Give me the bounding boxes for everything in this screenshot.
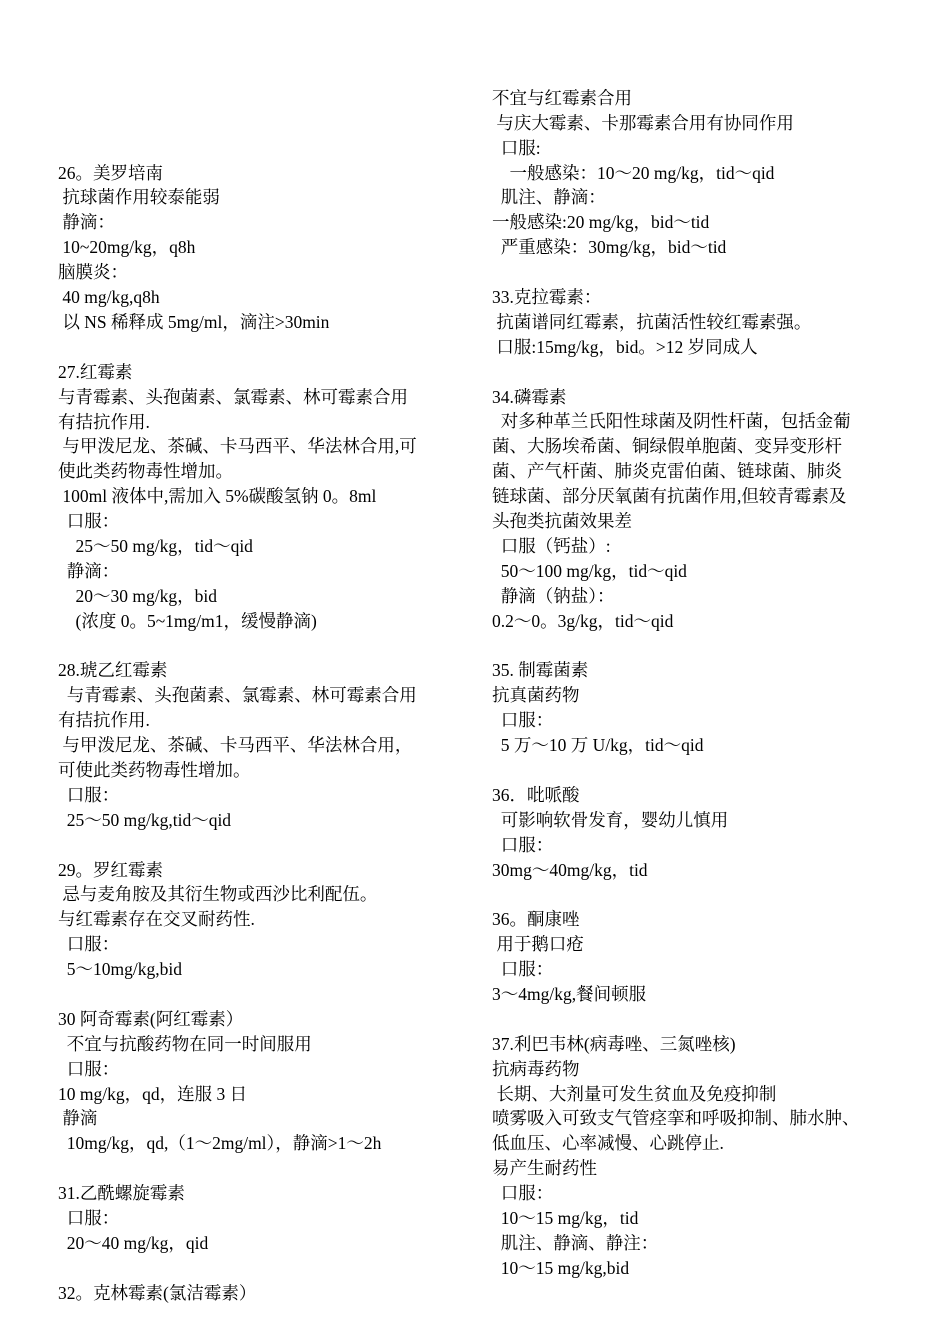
blank-line (58, 634, 468, 659)
blank-line (58, 833, 468, 858)
left-text-line: 10~20mg/kg，q8h (58, 237, 196, 258)
left-text-line: 以 NS 稀释成 5mg/ml，滴注>30min (58, 311, 330, 332)
left-text-line: 口服： (58, 784, 120, 805)
right-text-line: 50～100 mg/kg，tid～qid (492, 560, 687, 581)
right-text-line: 抗真菌药物 (492, 685, 580, 706)
right-text-line: 口服： (492, 959, 554, 980)
right-text-line: 10～15 mg/kg，tid (492, 1207, 639, 1228)
right-text-line: 对多种革兰氏阳性球菌及阴性杆菌，包括金葡 (492, 411, 851, 432)
left-text-line: 忌与麦角胺及其衍生物或西沙比利配伍。 (58, 884, 378, 905)
left-text-line: 100ml 液体中,需加入 5%碳酸氢钠 0。8ml (58, 486, 377, 507)
right-text-line: 口服: (492, 137, 541, 158)
left-text-line: 25～50 mg/kg,tid～qid (58, 809, 232, 830)
right-text-line: 静滴（钠盐）： (492, 585, 615, 606)
right-text-line: 10～15 mg/kg,bid (492, 1257, 630, 1278)
blank-line (58, 1256, 468, 1281)
left-text-line: 32。克林霉素(氯洁霉素） (58, 1282, 257, 1303)
right-text-line: 一般感染：10～20 mg/kg，tid～qid (492, 162, 775, 183)
left-text-line: 使此类药物毒性增加。 (58, 461, 233, 482)
left-text-line: 5～10mg/kg,bid (58, 959, 182, 980)
left-text-line: 口服： (58, 1058, 120, 1079)
right-text-line: 抗菌谱同红霉素，抗菌活性较红霉素强。 (492, 311, 812, 332)
left-text-line: 抗球菌作用较泰能弱 (58, 187, 220, 208)
right-text-line: 口服： (492, 1183, 554, 1204)
right-text-line: 菌、产气杆菌、肺炎克雷伯菌、链球菌、肺炎 (492, 461, 842, 482)
right-text-line: 头孢类抗菌效果差 (492, 511, 632, 532)
blank-line (492, 360, 912, 385)
right-text-line: 36．吡哌酸 (492, 784, 580, 805)
left-text-line: 25～50 mg/kg，tid～qid (58, 535, 253, 556)
blank-line (492, 633, 912, 658)
left-text-line: 口服： (58, 511, 120, 532)
right-text-line: 30mg～40mg/kg，tid (492, 859, 648, 880)
left-text-line: 与青霉素、头孢菌素、氯霉素、林可霉素合用 (58, 685, 417, 706)
left-text-line: 不宜与抗酸药物在同一时间服用 (58, 1033, 312, 1054)
blank-line (58, 982, 468, 1007)
left-text-line: (浓度 0。5~1mg/m1，缓慢静滴) (58, 610, 317, 631)
blank-line (492, 758, 912, 783)
left-text-line: 31.乙酰螺旋霉素 (58, 1183, 185, 1204)
right-text-line: 36。酮康唑 (492, 909, 580, 930)
blank-line (58, 335, 468, 360)
right-text-line: 口服： (492, 834, 554, 855)
right-text-line: 低血压、心率减慢、心跳停止. (492, 1133, 724, 1154)
left-text-line: 静滴 (58, 1108, 98, 1129)
right-text-line: 一般感染:20 mg/kg，bid～tid (492, 212, 710, 233)
right-text-line: 肌注、静滴、静注： (492, 1232, 659, 1253)
left-text-line: 静滴： (58, 212, 115, 233)
right-text-line: 不宜与红霉素合用 (492, 87, 632, 108)
right-text-line: 抗病毒药物 (492, 1058, 580, 1079)
left-text-line: 静滴： (58, 560, 120, 581)
right-text-line: 与庆大霉素、卡那霉素合用有协同作用 (492, 112, 794, 133)
right-text-line: 34.磷霉素 (492, 386, 567, 407)
left-text-line: 与甲泼尼龙、茶碱、卡马西平、华法林合用,可 (58, 436, 417, 457)
right-text-line: 3～4mg/kg,餐间顿服 (492, 983, 647, 1004)
right-text-line: 可影响软骨发育，婴幼儿慎用 (492, 809, 729, 830)
left-column (58, 161, 468, 1306)
right-text-line: 37.利巴韦林(病毒唑、三氮唑核) (492, 1033, 736, 1054)
right-text-line: 33.克拉霉素： (492, 287, 602, 308)
right-text-line: 口服（钙盐）: (492, 535, 611, 556)
right-text-line: 35. 制霉菌素 (492, 660, 589, 681)
right-text-line: 肌注、静滴： (492, 187, 606, 208)
left-text-line: 27.红霉素 (58, 361, 133, 382)
left-text-line: 口服： (58, 1208, 120, 1228)
right-text-line: 喷雾吸入可致支气管痉挛和呼吸抑制、肺水肿、 (492, 1108, 860, 1129)
right-text-line: 链球菌、部分厌氧菌有抗菌作用,但较青霉素及 (492, 486, 847, 507)
left-text-line: 口服： (58, 934, 120, 955)
left-text-line: 30 阿奇霉素(阿红霉素） (58, 1008, 244, 1029)
left-text-line: 有拮抗作用. (58, 411, 150, 432)
blank-line (58, 1156, 468, 1181)
right-text-line: 口服： (492, 710, 554, 731)
right-text-line: 5 万～10 万 U/kg，tid～qid (492, 735, 704, 756)
left-text-line: 10mg/kg，qd,（1～2mg/ml），静滴>1～2h (58, 1133, 382, 1154)
left-text-line: 29。罗红霉素 (58, 859, 163, 880)
left-text-line: 脑膜炎： (58, 262, 128, 283)
left-text-line: 与红霉素存在交叉耐药性. (58, 909, 255, 930)
right-text-line: 口服:15mg/kg，bid。>12 岁同成人 (492, 336, 758, 357)
left-text-line: 20～30 mg/kg，bid (58, 585, 217, 606)
right-text-line: 0.2～0。3g/kg，tid～qid (492, 610, 674, 631)
left-text-line: 可使此类药物毒性增加。 (58, 759, 251, 780)
right-text-line: 易产生耐药性 (492, 1158, 597, 1179)
right-text-line: 菌、大肠埃希菌、铜绿假单胞菌、变异变形杆 (492, 436, 842, 457)
left-text-line: 20～40 mg/kg，qid (58, 1232, 209, 1253)
left-text-line: 与青霉素、头孢菌素、氯霉素、林可霉素合用 (58, 386, 408, 407)
right-text-line: 严重感染：30mg/kg，bid～tid (492, 237, 727, 258)
right-text-line: 长期、大剂量可发生贫血及免疫抑制 (492, 1083, 777, 1104)
left-text-line: 10 mg/kg，qd，连服 3 日 (58, 1083, 248, 1104)
left-text-line: 40 mg/kg,q8h (58, 287, 160, 308)
left-text-line: 26。美罗培南 (58, 162, 163, 183)
right-text-line: 用于鹅口疮 (492, 934, 584, 955)
right-column (492, 86, 912, 1281)
blank-line (492, 260, 912, 285)
blank-line (492, 882, 912, 907)
left-text-line: 与甲泼尼龙、茶碱、卡马西平、华法林合用， (58, 735, 413, 756)
blank-line (492, 1007, 912, 1032)
left-text-line: 有拮抗作用. (58, 710, 150, 731)
left-text-line: 28.琥乙红霉素 (58, 660, 168, 681)
